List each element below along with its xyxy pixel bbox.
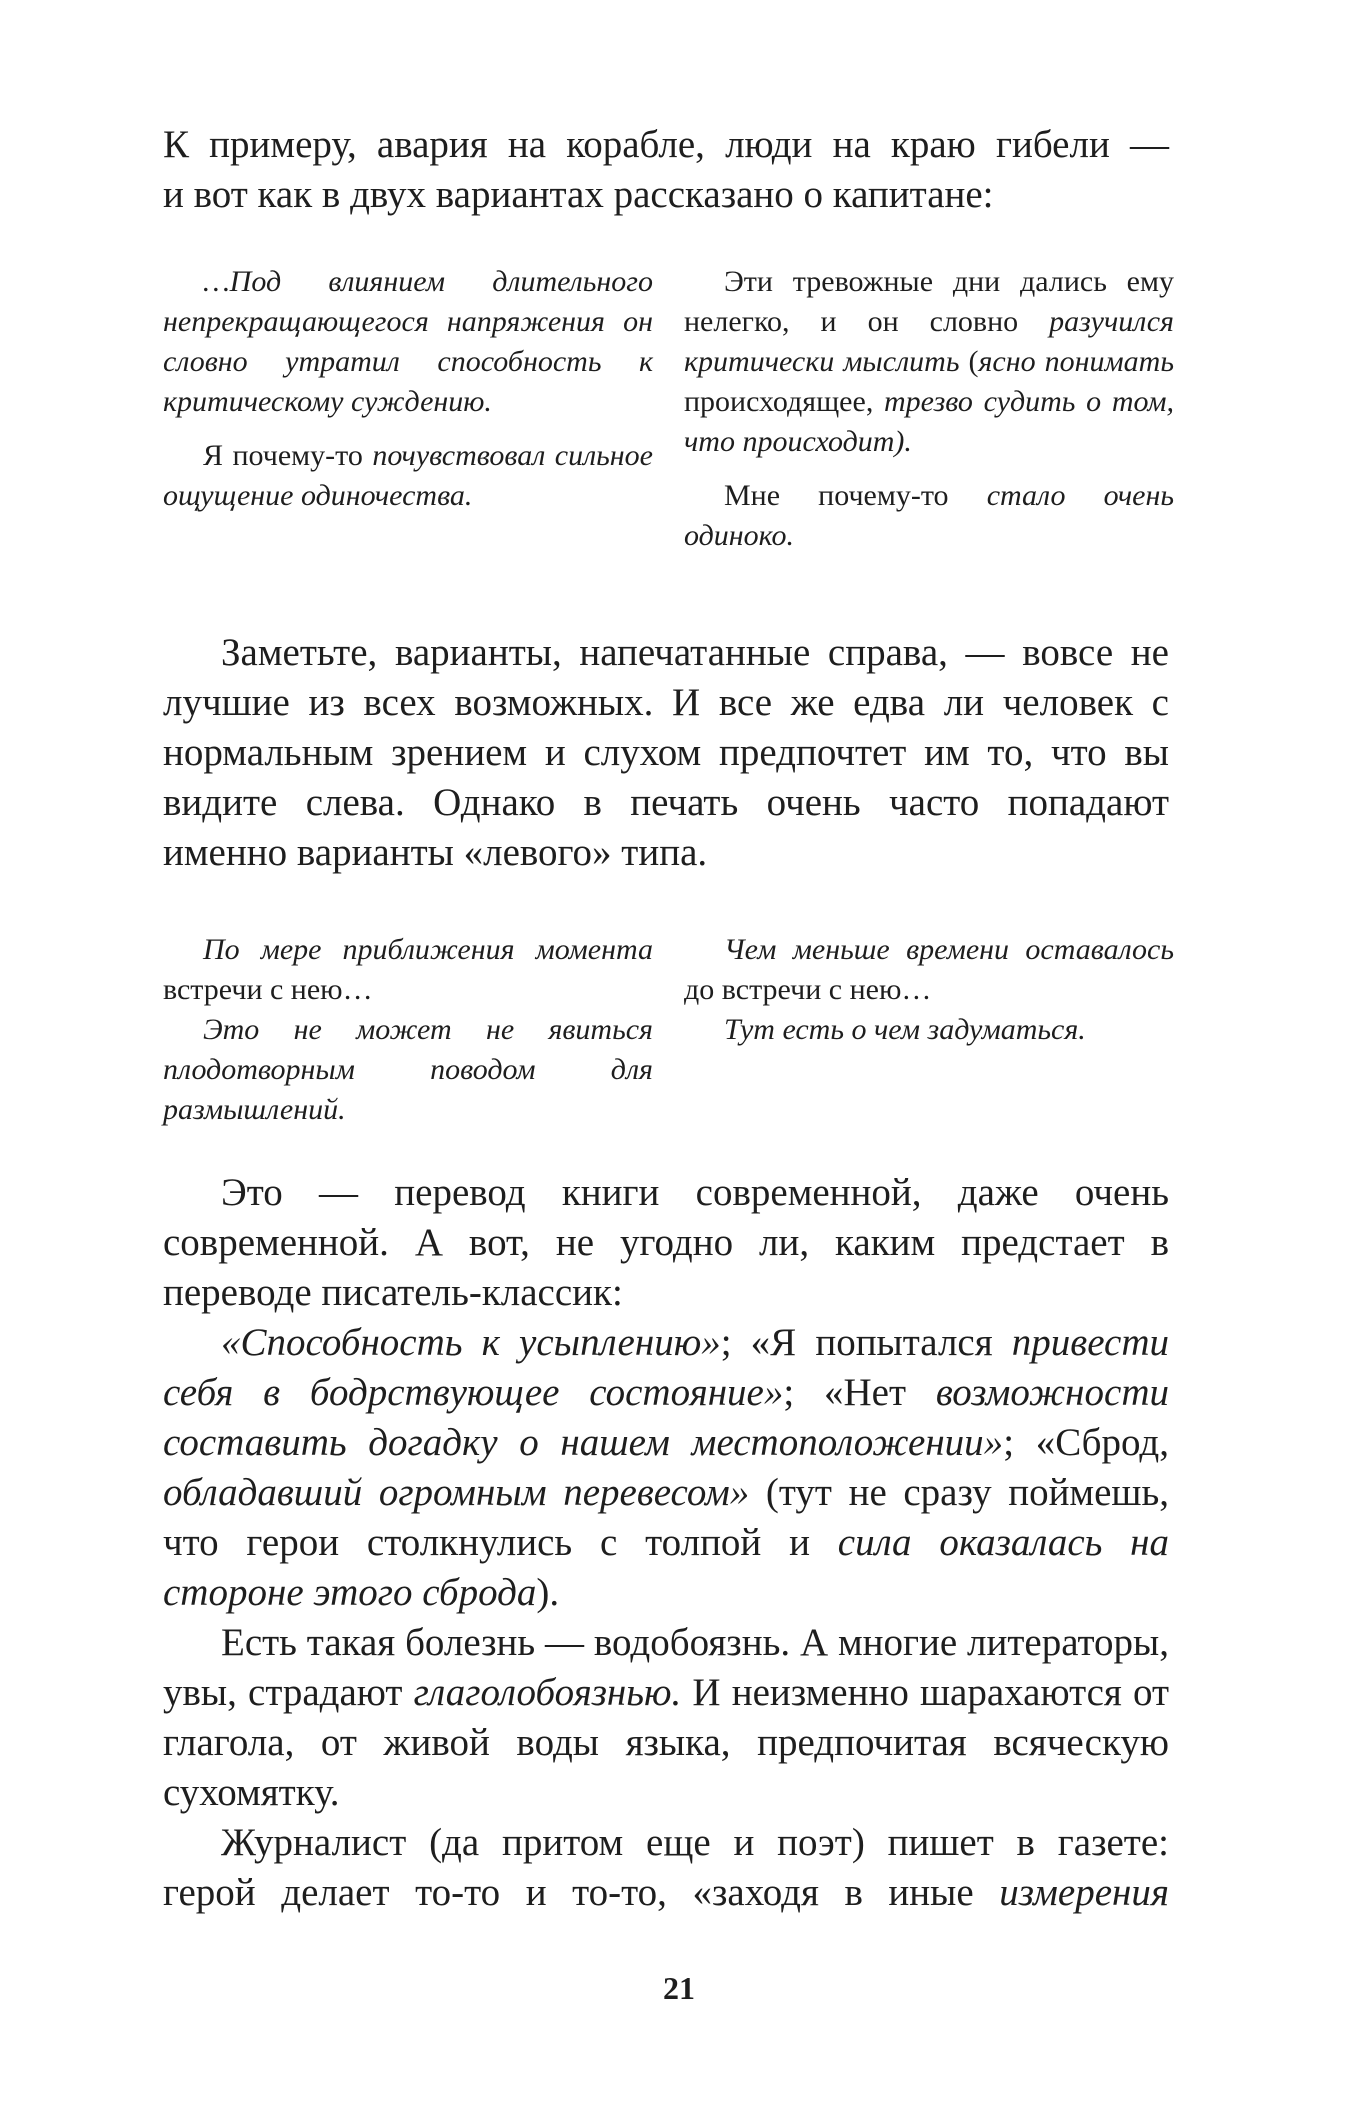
example2-left-item: Это не может не явиться плодотворным поводом для размышлений. bbox=[163, 1013, 653, 1126]
example1-right-item: Мне почему-то стало очень одиноко. bbox=[684, 479, 1174, 552]
paragraph-2: Заметьте, варианты, напечатанные справа, — вовсе не лучшие из всех возможных. И все же едва ли человек с нормальным зрением и слухом предпочтет им то, что вы видите слева. Однако в печать очень часто попадают именно варианты «левого» типа. bbox=[163, 631, 1169, 874]
paragraph-5: Есть такая болезнь — водобоязнь. А многие литераторы, увы, страдают глаголобоязнью. И неизменно шарахаются от глагола, от живой воды языка, предпочитая всяческую сухомятку. bbox=[163, 1621, 1170, 1814]
example2-right-column bbox=[684, 930, 1174, 1050]
example2-left-item: По мере приближения момента встречи с нею… bbox=[163, 933, 653, 1006]
example1-left-column bbox=[163, 262, 653, 516]
example1-left-item: …Под влиянием длительного непрекращающегося напряжения он словно утратил способность к критическому суждению. bbox=[163, 265, 653, 418]
page-number: 21 bbox=[663, 1970, 695, 2006]
paragraph-6: Журналист (да притом еще и поэт) пишет в газете: герой делает то-то и то-то, «заходя в иные измерения bbox=[163, 1821, 1169, 1914]
example1-right-column bbox=[684, 262, 1174, 556]
example2-right-item: Тут есть о чем задуматься. bbox=[724, 1013, 1086, 1046]
paragraph-3: Это — перевод книги современной, даже очень современной. А вот, не угодно ли, каким предстает в переводе писатель-классик: bbox=[163, 1171, 1169, 1314]
example2-left-column bbox=[163, 930, 653, 1130]
example1-right-item: Эти тревожные дни дались ему нелегко, и он словно разучился критически мыслить (ясно понимать происходящее, трезво судить о том, что происходит). bbox=[684, 265, 1174, 458]
intro-paragraph: К примеру, авария на корабле, люди на краю гибели — и вот как в двух вариантах рассказано о капитане: bbox=[163, 123, 1169, 216]
example1-left-item: Я почему-то почувствовал сильное ощущение одиночества. bbox=[163, 439, 654, 512]
example2-right-item: Чем меньше времени оставалось до встречи с нею… bbox=[684, 933, 1174, 1006]
paragraph-4: «Способность к усыплению»; «Я попытался привести себя в бодрствующее состояние»; «Нет возможности составить догадку о нашем местоположении»; «Сброд, обладавший огромным перевесом» (тут не сразу поймешь, что герои столкнулись с толпой и сила оказалась на стороне этого сброда). bbox=[163, 1321, 1170, 1614]
